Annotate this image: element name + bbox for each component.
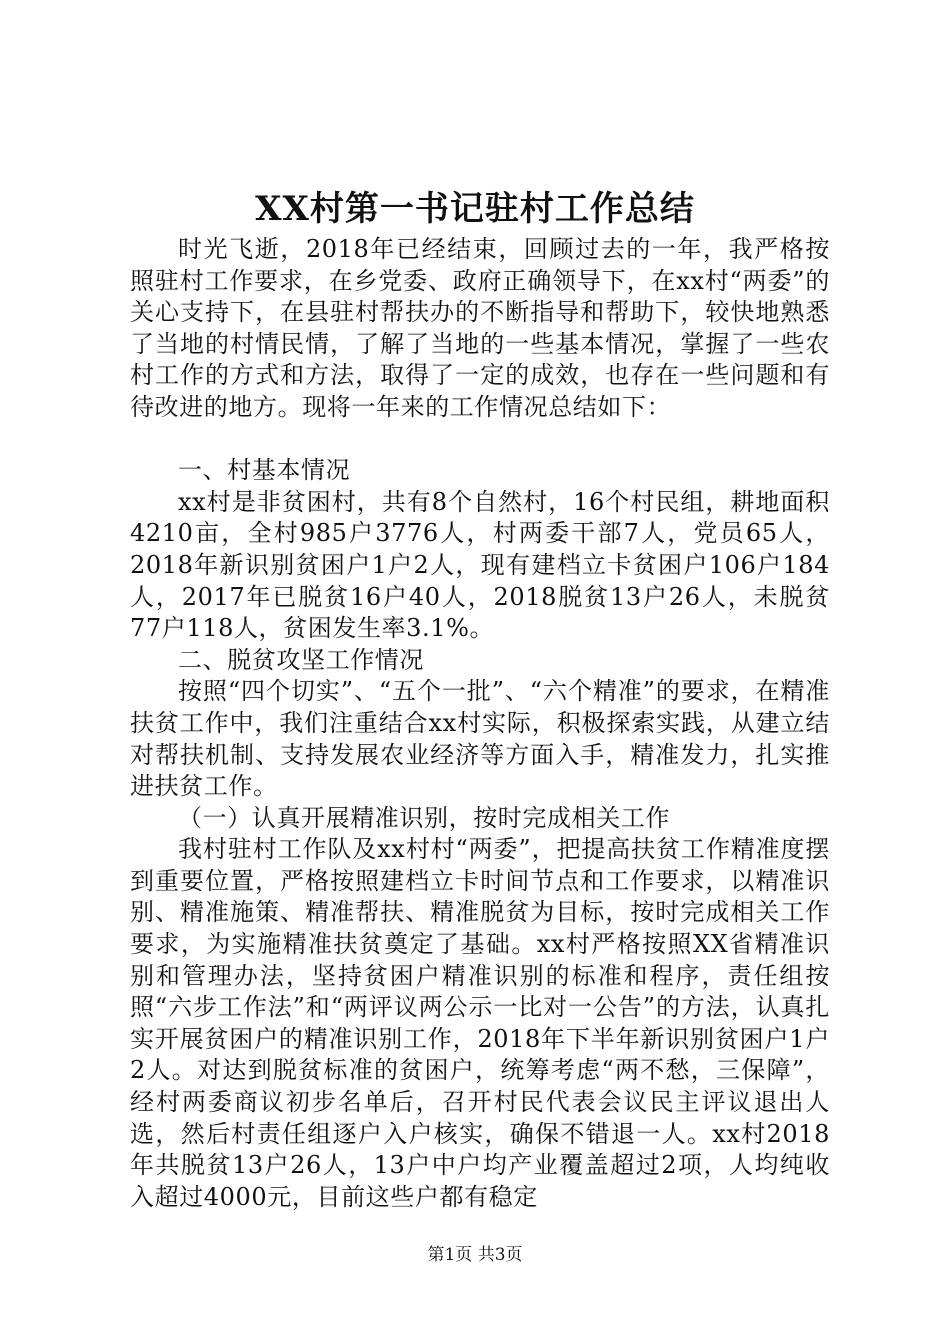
poverty-work-paragraph: 按照“四个切实”、“五个一批”、“六个精准”的要求，在精准扶贫工作中，我们注重结合xx村实际，积极探索实践，从建立结对帮扶机制、支持发展农业经济等方面入手，精准发力，扎实推进扶贫工作。 (130, 677, 830, 801)
document-body (130, 234, 830, 1213)
document-title: XX村第一书记驻村工作总结 (255, 189, 695, 229)
page-number: 第1页 共3页 (427, 1245, 523, 1265)
intro-paragraph: 时光飞逝，2018年已经结束，回顾过去的一年，我严格按照驻村工作要求，在乡党委、政府正确领导下，在xx村“两委”的关心支持下，在县驻村帮扶办的不断指导和帮助下，较快地熟悉了当地的村情民情，了解了当地的一些基本情况，掌握了一些农村工作的方式和方法，取得了一定的成效，也存在一些问题和有待改进的地方。现将一年来的工作情况总结如下： (130, 235, 830, 421)
identification-paragraph: 我村驻村工作队及xx村村“两委”，把提高扶贫工作精准度摆到重要位置，严格按照建档立卡时间节点和工作要求，以精准识别、精准施策、精准帮扶、精准脱贫为目标，按时完成相关工作要求，为实施精准扶贫奠定了基础。xx村严格按照XX省精准识别和管理办法，坚持贫困户精准识别的标准和程序，责任组按照“六步工作法”和“两评议两公示一比对一公告”的方法，认真扎实开展贫困户的精准识别工作，2018年下半年新识别贫困户1户2人。对达到脱贫标准的贫困户，统筹考虑“两不愁，三保障”，经村两委商议初步名单后，召开村民代表会议民主评议退出人选，然后村责任组逐户入户核实，确保不错退一人。xx村2018年共脱贫13户26人，13户中户均产业覆盖超过2项，人均纯收入超过4000元，目前这些户都有稳定 (130, 835, 830, 1211)
village-basics-paragraph: xx村是非贫困村，共有8个自然村，16个村民组，耕地面积4210亩，全村985户3776人，村两委干部7人，党员65人，2018年新识别贫困户1户2人，现有建档立卡贫困户106户184人，2017年已脱贫16户40人，2018脱贫13户26人，未脱贫77户118人，贫困发生率3.1%。 (130, 487, 830, 643)
section-heading-village-basics: 一、村基本情况 (178, 456, 351, 485)
section-heading-poverty-work: 二、脱贫攻坚工作情况 (178, 645, 424, 674)
subsection-heading-identification: （一）认真开展精准识别，按时完成相关工作 (178, 803, 670, 832)
